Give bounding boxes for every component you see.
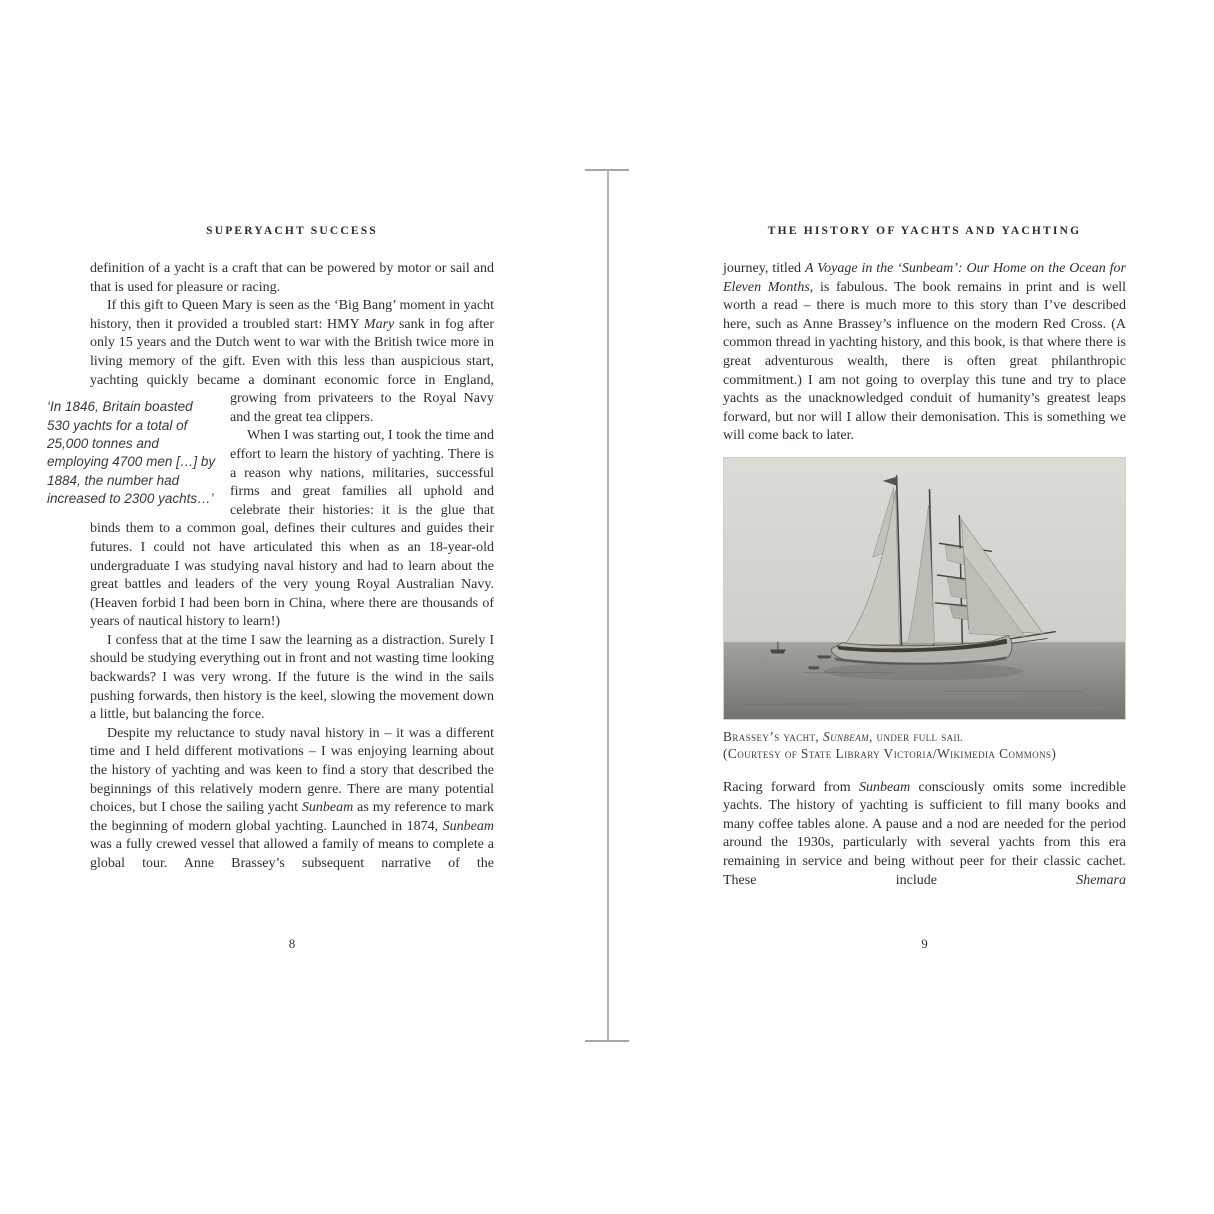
text-run: Brassey’s yacht, xyxy=(723,728,823,744)
page-left-body xyxy=(47,260,494,874)
ship-reflection xyxy=(824,662,1024,680)
italic-text-run: Sunbeam xyxy=(858,779,911,795)
caption-line-1 xyxy=(723,729,1126,746)
page-right-body xyxy=(723,260,1126,890)
running-head-right: THE HISTORY OF YACHTS AND YACHTING xyxy=(767,225,1082,237)
text-run: Navy and the great tea clippers. xyxy=(230,391,494,425)
text-run: When I was starting out, I took the time and effort to learn the history of yachting. There is a reason why nations, militaries, successful firms and great families all uphold and celebrate their histories: it is the glue that binds them to a common goal, defines their cultures and guides their futures. I could not have articulated this when as an 18-year-old undergraduate I was studying naval history and had to learn about the great battles and leaders of the very young Royal Australian Navy. (Heaven forbid I had been born in China, where there are thousands of years of nautical history to learn!) xyxy=(90,428,494,630)
text-run: , under full sail xyxy=(869,728,963,744)
photo-caption xyxy=(723,729,1126,763)
italic-text-run: Sunbeam xyxy=(301,800,354,816)
text-run: as my reference to mark the beginning of modern global yachting. Launched in 1874, xyxy=(90,800,494,834)
text-run: (Courtesy of State Library Victoria/Wikimedia Commons) xyxy=(723,745,1057,761)
paragraph xyxy=(723,260,1126,446)
paragraph xyxy=(90,632,494,725)
text-run: sank in fog after only 15 years and the Dutch went to war with the British twice more in living memory of the gift. Even with this less than auspicious start, yachting quickly became a dominant economic force in England, growing from privateers to the Royal xyxy=(90,316,494,407)
text-run: Despite my reluctance to study naval history in – it was a different time and I held different motivations – I was enjoying learning about the history of yachting and was keen to find a story that described the beginnings of this relatively modern genre. There are many potential choices, but I chose the sailing yacht xyxy=(90,725,494,816)
page-number-right: 9 xyxy=(921,936,928,951)
paragraph xyxy=(723,779,1126,891)
paragraph xyxy=(90,260,494,297)
italic-text-run: Shemara xyxy=(1076,872,1126,888)
italic-text-run: A Voyage in the ‘Sunbeam’: Our Home on the Ocean for Eleven Months xyxy=(723,261,1126,295)
page-left xyxy=(47,224,494,951)
center-divider xyxy=(607,169,609,1042)
divider-bottom-bar xyxy=(585,1040,629,1042)
page-right xyxy=(723,224,1127,951)
text-run: journey, titled xyxy=(723,261,805,276)
text-run: Racing forward from xyxy=(723,779,859,795)
margin-quote: ‘In 1846, Britain boasted 530 yachts for a total of 25,000 tonnes and employing 4700 men […] by 1884, the number had increased to 2300 yachts…’ xyxy=(47,399,216,507)
paragraph-with-margin-quote xyxy=(47,297,494,507)
sunbeam-photo-illustration xyxy=(723,457,1126,720)
italic-text-run: Sunbeam xyxy=(442,818,494,834)
text-run: consciously omits some incredible yachts. The history of yachting is sufficient to fill many books and many coffee tables alone. A pause and a nod are needed for the period around the 1930s, particularly with several yachts from this era remaining in service and being without peer for their classic cachet. These include xyxy=(723,779,1127,888)
italic-text-run: Sunbeam xyxy=(822,728,869,744)
text-run: definition of a yacht is a craft that can be powered by motor or sail and that is used for pleasure or racing. xyxy=(90,261,494,295)
italic-text-run: Mary xyxy=(363,316,395,332)
text-run: , is fabulous. The book remains in print and is well worth a read – there is much more to this story than I’ve described here, such as Anne Brassey’s influence on the modern Red Cross. (A common thread in yachting history, and this book, is that where there is great adventurous wealth, there is often great philanthropic commitment.) I am not going to overplay this tune and try to place yachts as the unacknowledged conduit of humanity’s greatest leaps forward, but nor will I allow their demonisation. This is something we will come back to later. xyxy=(723,279,1126,444)
figure-sunbeam xyxy=(723,457,1126,763)
text-run: was a fully crewed vessel that allowed a family of means to complete a global tour. Anne Brassey’s subsequent narrative of the xyxy=(90,837,494,871)
running-head-left: SUPERYACHT SUCCESS xyxy=(206,225,378,237)
paragraph-text xyxy=(90,298,494,406)
caption-line-2 xyxy=(723,746,1126,763)
text-run: If this gift to Queen Mary is seen as the ‘Big Bang’ moment in yacht history, then it provided a troubled start: HMY xyxy=(90,298,494,332)
text-run: I confess that at the time I saw the learning as a distraction. Surely I should be studying everything out in front and not wasting time looking backwards? I was very wrong. If the future is the wind in the sails pushing forwards, then history is the keel, slowing the movement down a little, but balancing the force. xyxy=(90,632,494,723)
paragraph xyxy=(90,725,494,874)
page-number-left: 8 xyxy=(288,936,296,951)
